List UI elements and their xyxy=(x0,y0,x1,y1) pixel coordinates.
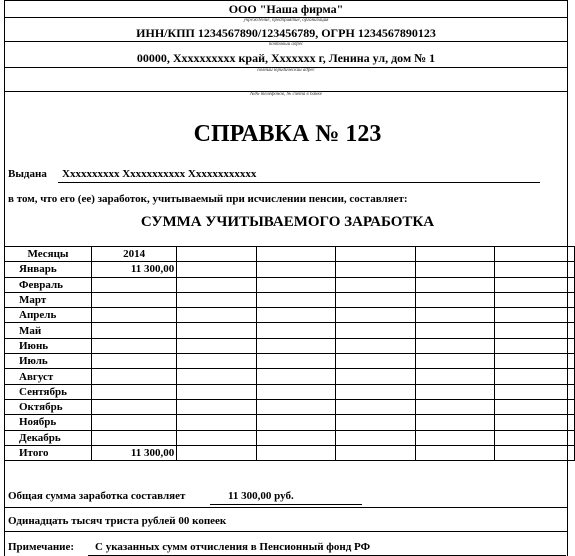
value-cell xyxy=(256,262,336,277)
value-cell: 11 300,00 xyxy=(92,262,177,277)
value-cell xyxy=(92,399,177,414)
table-row xyxy=(5,323,575,338)
table-row xyxy=(5,277,575,292)
value-cell xyxy=(177,430,257,445)
total-value-cell: 11 300,00 xyxy=(92,445,177,460)
value-cell xyxy=(92,354,177,369)
value-cell xyxy=(336,277,416,292)
value-cell xyxy=(92,369,177,384)
value-cell xyxy=(336,323,416,338)
value-cell xyxy=(256,354,336,369)
address-caption: почтовый адрес xyxy=(268,42,304,47)
value-cell xyxy=(336,262,416,277)
value-cell xyxy=(177,262,257,277)
document-title: СПРАВКА № 123 xyxy=(193,121,382,147)
value-cell xyxy=(415,292,495,307)
header-year xyxy=(415,247,495,262)
value-cell xyxy=(177,384,257,399)
table-row xyxy=(5,369,575,384)
value-cell xyxy=(495,384,575,399)
value-cell xyxy=(92,292,177,307)
value-cell xyxy=(177,292,257,307)
header-year xyxy=(256,247,336,262)
value-cell xyxy=(415,308,495,323)
value-cell xyxy=(256,369,336,384)
total-sum-label: Общая сумма заработка составляет xyxy=(8,490,186,502)
table-row xyxy=(5,262,575,277)
month-cell: Апрель xyxy=(5,308,92,323)
table-row xyxy=(5,292,575,307)
value-cell xyxy=(177,277,257,292)
note-text: С указанных сумм отчисления в Пенсионный фонд РФ xyxy=(95,541,371,553)
value-cell xyxy=(415,369,495,384)
value-cell xyxy=(256,338,336,353)
value-cell xyxy=(336,415,416,430)
statement-text: в том, что его (ее) заработок, учитываемый при исчислении пенсии, составляет: xyxy=(8,193,408,205)
value-cell xyxy=(495,354,575,369)
month-cell: Май xyxy=(5,323,92,338)
value-cell xyxy=(336,292,416,307)
value-cell xyxy=(495,262,575,277)
value-cell xyxy=(177,369,257,384)
value-cell xyxy=(336,369,416,384)
value-cell xyxy=(336,430,416,445)
value-cell xyxy=(92,308,177,323)
value-cell xyxy=(495,399,575,414)
total-value-cell xyxy=(415,445,495,460)
value-cell xyxy=(92,415,177,430)
salary-table xyxy=(4,246,575,461)
value-cell xyxy=(256,430,336,445)
sum-section-line xyxy=(4,507,568,508)
value-cell xyxy=(336,384,416,399)
value-cell xyxy=(177,323,257,338)
value-cell xyxy=(256,292,336,307)
table-row xyxy=(5,338,575,353)
month-cell: Ноябрь xyxy=(5,415,92,430)
value-cell xyxy=(336,308,416,323)
value-cell xyxy=(495,338,575,353)
month-cell: Март xyxy=(5,292,92,307)
value-cell xyxy=(92,384,177,399)
table-row xyxy=(5,354,575,369)
org-address: 00000, Хххххххххх край, Ххххххх г, Ленина ул, дом № 1 xyxy=(136,51,436,65)
month-cell: Февраль xyxy=(5,277,92,292)
section-subtitle: СУММА УЧИТЫВАЕМОГО ЗАРАБОТКА xyxy=(140,214,435,230)
value-cell xyxy=(495,277,575,292)
value-cell xyxy=(495,430,575,445)
value-cell xyxy=(177,338,257,353)
month-cell: Сентябрь xyxy=(5,384,92,399)
value-cell xyxy=(336,399,416,414)
value-cell xyxy=(177,415,257,430)
value-cell xyxy=(256,399,336,414)
header-year xyxy=(336,247,416,262)
month-cell: Январь xyxy=(5,262,92,277)
value-cell xyxy=(495,323,575,338)
header-months: Месяцы xyxy=(5,247,92,262)
value-cell xyxy=(177,308,257,323)
issued-to-underline xyxy=(58,182,540,183)
total-label-cell: Итого xyxy=(5,445,92,460)
value-cell xyxy=(495,308,575,323)
value-cell xyxy=(92,323,177,338)
value-cell xyxy=(336,338,416,353)
legal-address-caption: полный юридический адрес xyxy=(257,68,315,73)
value-cell xyxy=(256,384,336,399)
total-sum-underline xyxy=(210,504,362,505)
issued-to-name: Хххххххххх Ххххххххххх Хххххххххххх xyxy=(62,168,257,180)
month-cell: Июль xyxy=(5,354,92,369)
table-row xyxy=(5,430,575,445)
value-cell xyxy=(415,384,495,399)
total-value-cell xyxy=(177,445,257,460)
value-cell xyxy=(415,354,495,369)
header-year xyxy=(495,247,575,262)
value-cell xyxy=(177,354,257,369)
value-cell xyxy=(256,277,336,292)
month-cell: Июнь xyxy=(5,338,92,353)
table-row xyxy=(5,415,575,430)
value-cell xyxy=(415,430,495,445)
month-cell: Декабрь xyxy=(5,430,92,445)
org-name: ООО "Наша фирма" xyxy=(228,2,344,16)
value-cell xyxy=(415,277,495,292)
value-cell xyxy=(495,369,575,384)
total-words-line xyxy=(4,531,568,532)
month-cell: Октябрь xyxy=(5,399,92,414)
value-cell xyxy=(415,262,495,277)
table-row xyxy=(5,384,575,399)
value-cell xyxy=(415,399,495,414)
value-cell xyxy=(92,430,177,445)
value-cell xyxy=(256,323,336,338)
value-cell xyxy=(495,292,575,307)
total-value-cell xyxy=(336,445,416,460)
total-sum-value: 11 300,00 руб. xyxy=(228,490,294,502)
value-cell xyxy=(256,415,336,430)
note-label: Примечание: xyxy=(8,541,75,553)
value-cell xyxy=(415,323,495,338)
org-inn: ИНН/КПП 1234567890/123456789, ОГРН 1234567890123 xyxy=(136,26,436,40)
total-value-cell xyxy=(256,445,336,460)
month-cell: Август xyxy=(5,369,92,384)
value-cell xyxy=(495,415,575,430)
table-row xyxy=(5,308,575,323)
total-value-cell xyxy=(495,445,575,460)
value-cell xyxy=(177,399,257,414)
phone-caption: №№ телефонов, № счета в банке xyxy=(250,92,322,97)
issued-label: Выдана xyxy=(8,168,47,180)
value-cell xyxy=(92,338,177,353)
value-cell xyxy=(415,338,495,353)
value-cell xyxy=(256,308,336,323)
header-year: 2014 xyxy=(92,247,177,262)
value-cell xyxy=(92,277,177,292)
header-year xyxy=(177,247,257,262)
total-words: Одинадцать тысяч триста рублей 00 копеек xyxy=(8,515,227,527)
value-cell xyxy=(415,415,495,430)
table-header-row xyxy=(5,247,575,262)
value-cell xyxy=(336,354,416,369)
table-row xyxy=(5,399,575,414)
table-total-row xyxy=(5,445,575,460)
org-name-caption: учреждение, предприятие, организация xyxy=(243,18,329,23)
